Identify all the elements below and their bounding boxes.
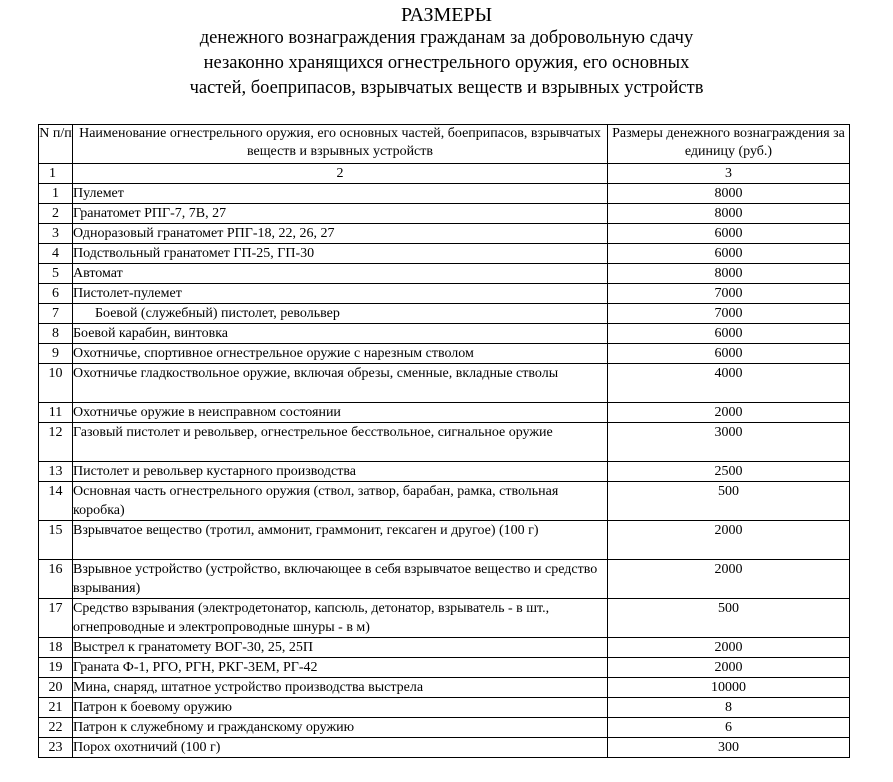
table-row [39,324,850,344]
row-award-value: 500 [608,599,850,638]
header-value: Размеры денежного вознаграждения за единицу (руб.) [608,125,850,164]
row-award-value: 2000 [608,521,850,560]
table-row [39,244,850,264]
awards-table [38,124,850,758]
row-award-value: 6000 [608,224,850,244]
table-row [39,678,850,698]
row-number: 20 [39,678,73,698]
row-item-name: Подствольный гранатомет ГП-25, ГП-30 [73,244,608,264]
row-number: 7 [39,304,73,324]
table-row [39,638,850,658]
column-index-name: 2 [73,164,608,184]
row-number: 23 [39,738,73,758]
row-item-name: Граната Ф-1, РГО, РГН, РКГ-3ЕМ, РГ-42 [73,658,608,678]
row-item-name: Основная часть огнестрельного оружия (ствол, затвор, барабан, рамка, ствольная коробка) [73,482,608,521]
row-number: 3 [39,224,73,244]
table-row [39,224,850,244]
row-item-name: Средство взрывания (электродетонатор, капсюль, детонатор, взрыватель - в шт., огнепроводные и электропроводные шнуры - в м) [73,599,608,638]
row-award-value: 4000 [608,364,850,403]
header-num: N п/п [39,125,73,164]
header-name: Наименование огнестрельного оружия, его основных частей, боеприпасов, взрывчатых веществ и взрывных устройств [73,125,608,164]
row-number: 6 [39,284,73,304]
table-row [39,718,850,738]
table-row [39,521,850,560]
row-award-value: 2000 [608,560,850,599]
table-body [39,184,850,758]
table-row [39,423,850,462]
table-row [39,658,850,678]
row-item-name: Патрон к служебному и гражданскому оружию [73,718,608,738]
row-award-value: 7000 [608,284,850,304]
row-number: 4 [39,244,73,264]
row-number: 15 [39,521,73,560]
row-award-value: 8 [608,698,850,718]
row-item-name: Взрывчатое вещество (тротил, аммонит, граммонит, гексаген и другое) (100 г) [73,521,608,560]
row-number: 17 [39,599,73,638]
row-item-name: Пистолет-пулемет [73,284,608,304]
row-number: 8 [39,324,73,344]
row-number: 10 [39,364,73,403]
document-title [0,4,893,101]
row-award-value: 6000 [608,244,850,264]
row-item-name: Боевой карабин, винтовка [73,324,608,344]
row-award-value: 8000 [608,204,850,224]
row-award-value: 500 [608,482,850,521]
title-line-2: незаконно хранящихся огнестрельного оружия, его основных [203,53,690,73]
table-row [39,284,850,304]
table-row [39,560,850,599]
row-item-name: Охотничье оружие в неисправном состоянии [73,403,608,423]
row-item-name: Автомат [73,264,608,284]
row-number: 13 [39,462,73,482]
row-award-value: 2000 [608,638,850,658]
row-award-value: 8000 [608,264,850,284]
row-award-value: 6000 [608,344,850,364]
title-line-3: частей, боеприпасов, взрывчатых веществ и взрывных устройств [189,78,704,98]
row-number: 14 [39,482,73,521]
row-award-value: 10000 [608,678,850,698]
row-item-name: Гранатомет РПГ-7, 7В, 27 [73,204,608,224]
row-award-value: 6 [608,718,850,738]
row-item-name: Газовый пистолет и револьвер, огнестрельное бесствольное, сигнальное оружие [73,423,608,462]
table-row [39,364,850,403]
table-row [39,403,850,423]
row-number: 22 [39,718,73,738]
column-index-row [39,164,850,184]
row-award-value: 8000 [608,184,850,204]
row-number: 11 [39,403,73,423]
row-award-value: 300 [608,738,850,758]
row-number: 2 [39,204,73,224]
title-line-1: денежного вознаграждения гражданам за добровольную сдачу [199,28,694,48]
table-row [39,599,850,638]
table-row [39,344,850,364]
table-row [39,184,850,204]
row-award-value: 6000 [608,324,850,344]
table-row [39,698,850,718]
row-item-name: Взрывное устройство (устройство, включающее в себя взрывчатое вещество и средство взрывания) [73,560,608,599]
row-item-name: Одноразовый гранатомет РПГ-18, 22, 26, 27 [73,224,608,244]
table-row [39,264,850,284]
row-item-name: Порох охотничий (100 г) [73,738,608,758]
table-row [39,738,850,758]
row-award-value: 2000 [608,403,850,423]
row-award-value: 3000 [608,423,850,462]
row-number: 1 [39,184,73,204]
row-number: 9 [39,344,73,364]
table-row [39,304,850,324]
row-item-name: Мина, снаряд, штатное устройство производства выстрела [73,678,608,698]
row-item-name: Пистолет и револьвер кустарного производства [73,462,608,482]
table-row [39,482,850,521]
column-index-num: 1 [39,164,73,184]
table-row [39,462,850,482]
row-item-name: Пулемет [73,184,608,204]
row-item-name: Охотничье гладкоствольное оружие, включая обрезы, сменные, вкладные стволы [73,364,608,403]
table-header-row [39,125,850,164]
title-main: РАЗМЕРЫ [400,4,493,26]
row-item-name: Выстрел к гранатомету ВОГ-30, 25, 25П [73,638,608,658]
row-number: 21 [39,698,73,718]
row-item-name: Охотничье, спортивное огнестрельное оружие с нарезным стволом [73,344,608,364]
row-number: 19 [39,658,73,678]
table-row [39,204,850,224]
row-item-name: Боевой (служебный) пистолет, револьвер [73,304,608,324]
column-index-value: 3 [608,164,850,184]
row-item-name: Патрон к боевому оружию [73,698,608,718]
row-number: 5 [39,264,73,284]
row-number: 16 [39,560,73,599]
row-award-value: 2500 [608,462,850,482]
row-number: 12 [39,423,73,462]
row-award-value: 7000 [608,304,850,324]
row-number: 18 [39,638,73,658]
row-award-value: 2000 [608,658,850,678]
